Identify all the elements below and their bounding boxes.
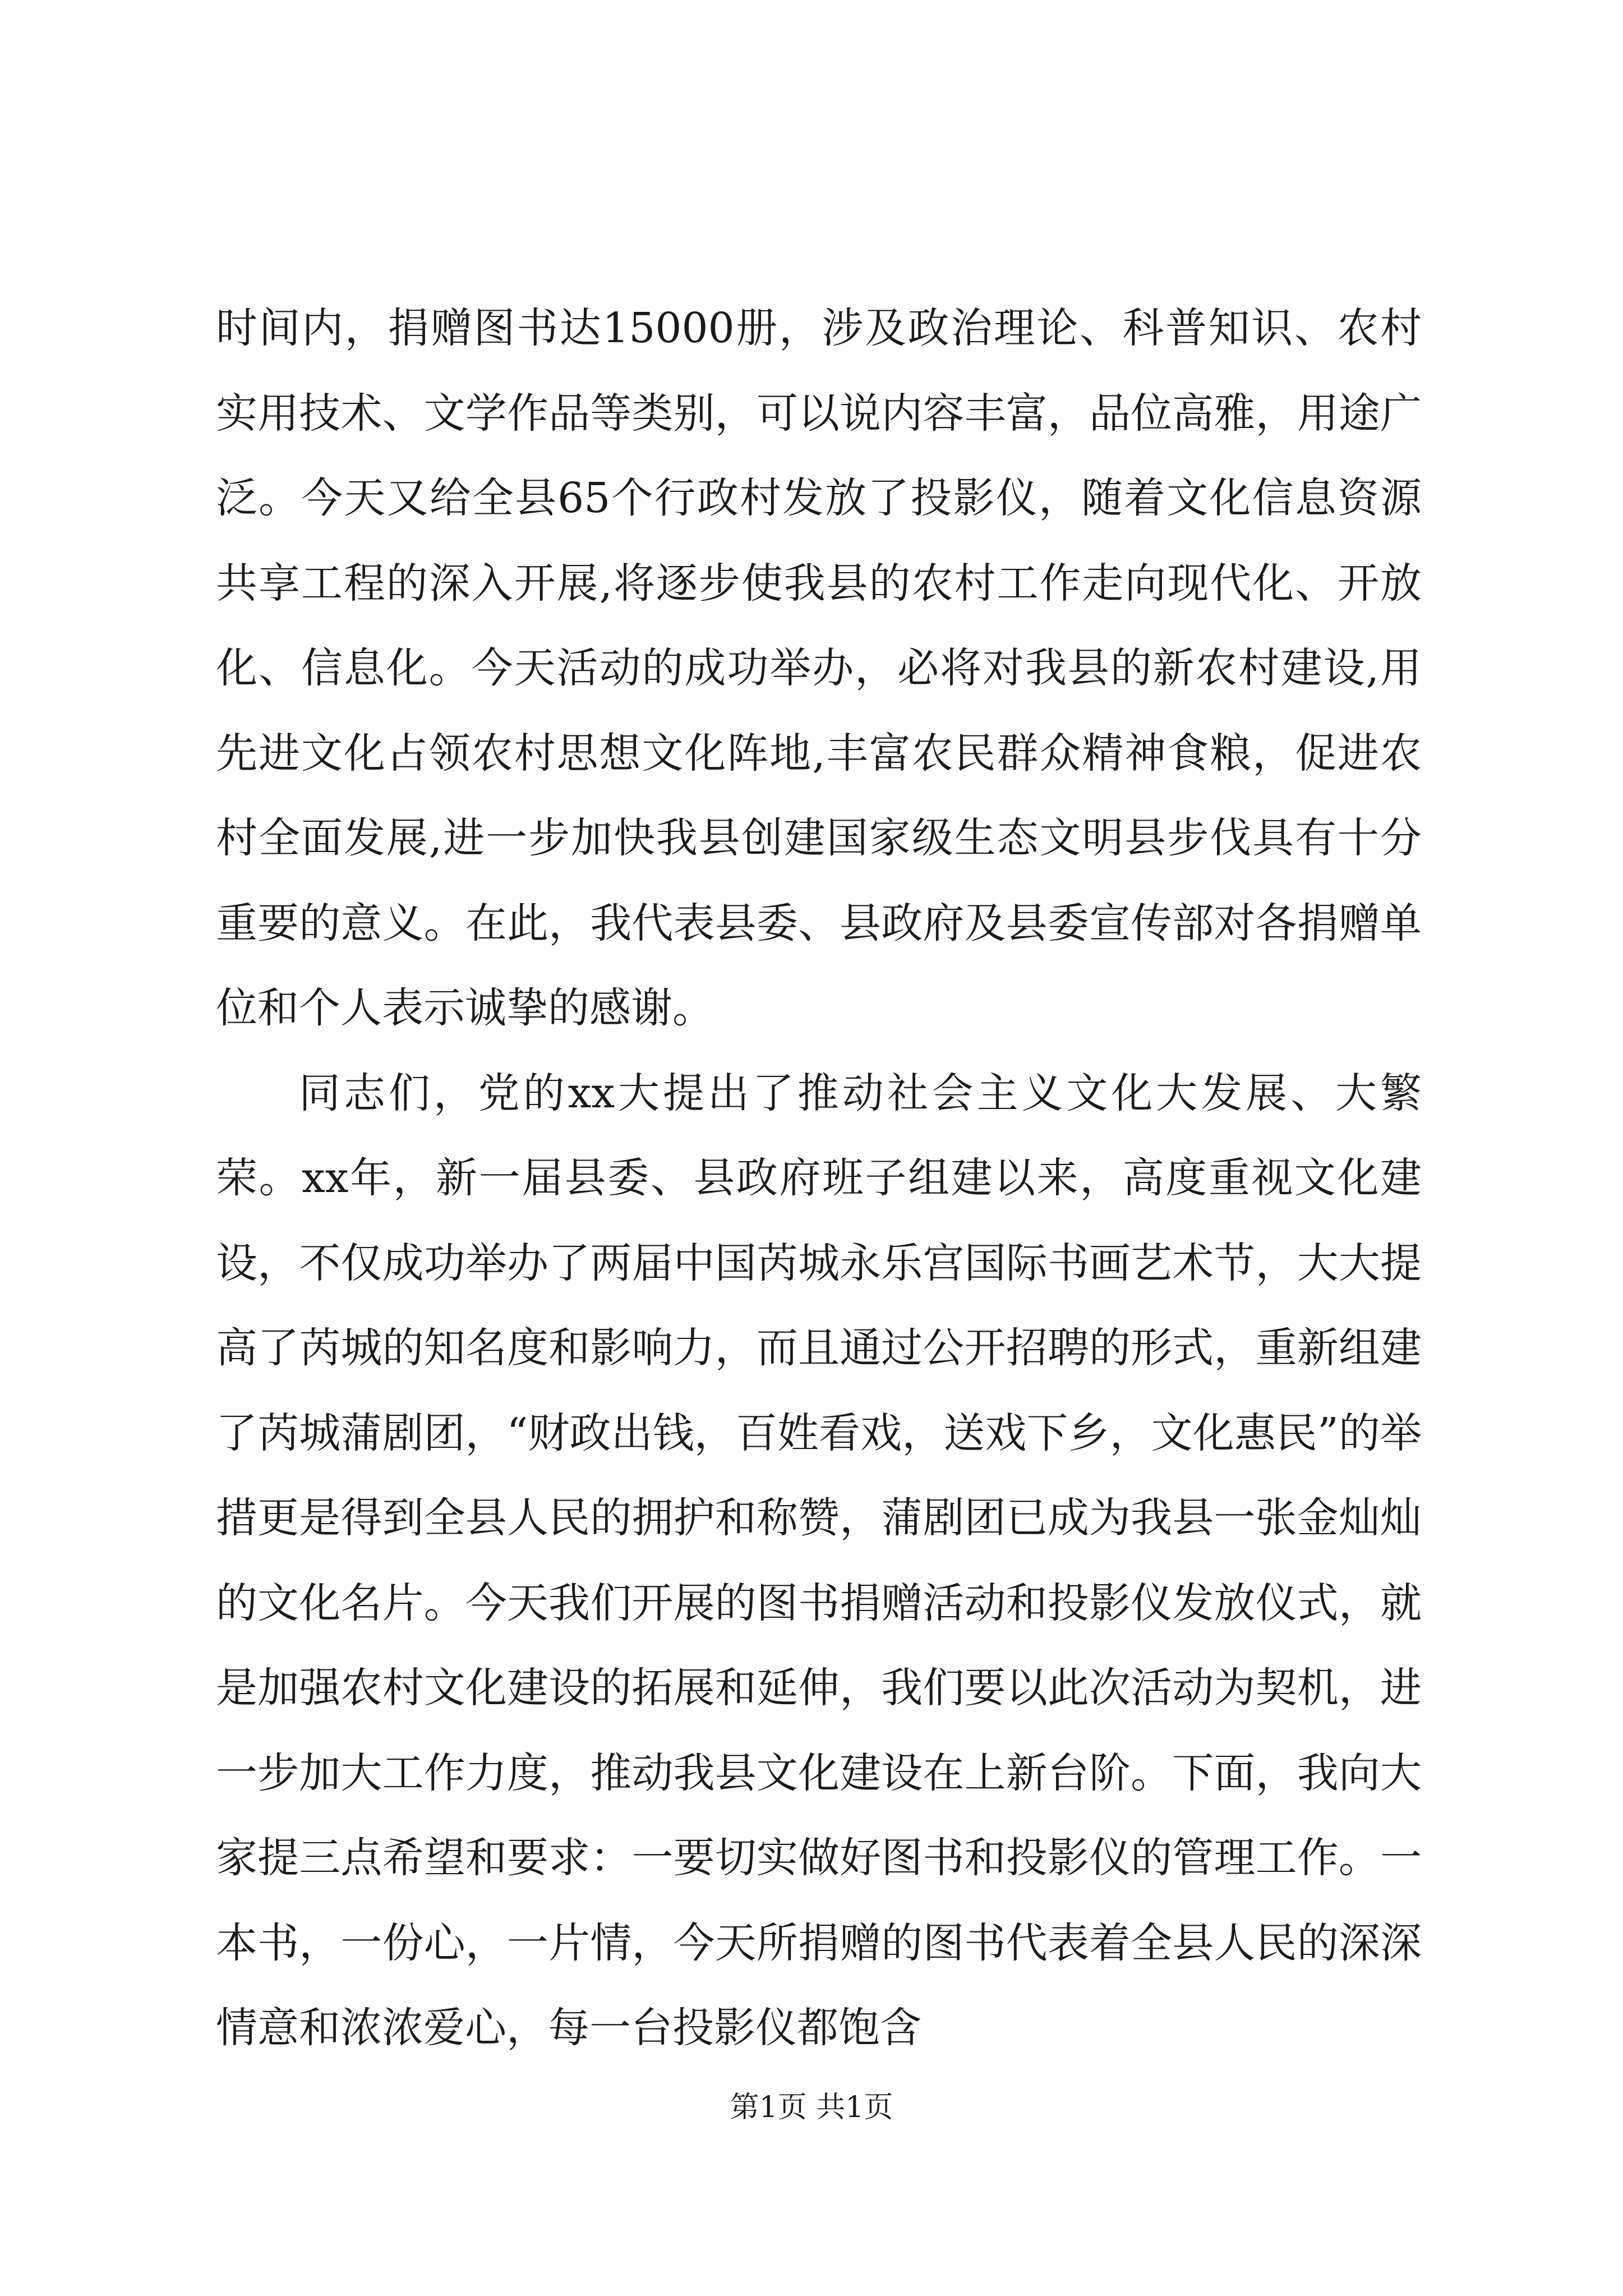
page-footer: 第1页 共1页 (730, 2091, 893, 2124)
paragraph-2: 同志们，党的xx大提出了推动社会主义文化大发展、大繁荣。xx年，新一届县委、县政府班子组建以来，高度重视文化建设，不仅成功举办了两届中国芮城永乐宫国际书画艺术节，大大提高了芮城的知名度和影响力，而且通过公开招聘的形式，重新组建了芮城蒲剧团，“财政出钱，百姓看戏，送戏下乡，文化惠民”的举措更是得到全县人民的拥护和称赞，蒲剧团已成为我县一张金灿灿的文化名片。今天我们开展的图书捐赠活动和投影仪发放仪式，就是加强农村文化建设的拓展和延伸，我们要以此次活动为契机，进一步加大工作力度，推动我县文化建设在上新台阶。下面，我向大家提三点希望和要求：一要切实做好图书和投影仪的管理工作。一本书，一份心，一片情，今天所捐赠的图书代表着全县人民的深深情意和浓浓爱心，每一台投影仪都饱含 (216, 1069, 1422, 2052)
paragraph-1: 时间内，捐赠图书达15000册，涉及政治理论、科普知识、农村实用技术、文学作品等类别，可以说内容丰富，品位高雅，用途广泛。今天又给全县65个行政村发放了投影仪，随着文化信息资源共享工程的深入开展,将逐步使我县的农村工作走向现代化、开放化、信息化。今天活动的成功举办，必将对我县的新农村建设,用先进文化占领农村思想文化阵地,丰富农民群众精神食粮，促进农村全面发展,进一步加快我县创建国家级生态文明县步伐具有十分重要的意义。在此，我代表县委、县政府及县委宣传部对各捐赠单位和个人表示诚挚的感谢。 (216, 304, 1422, 1032)
document-body (216, 286, 1422, 2071)
